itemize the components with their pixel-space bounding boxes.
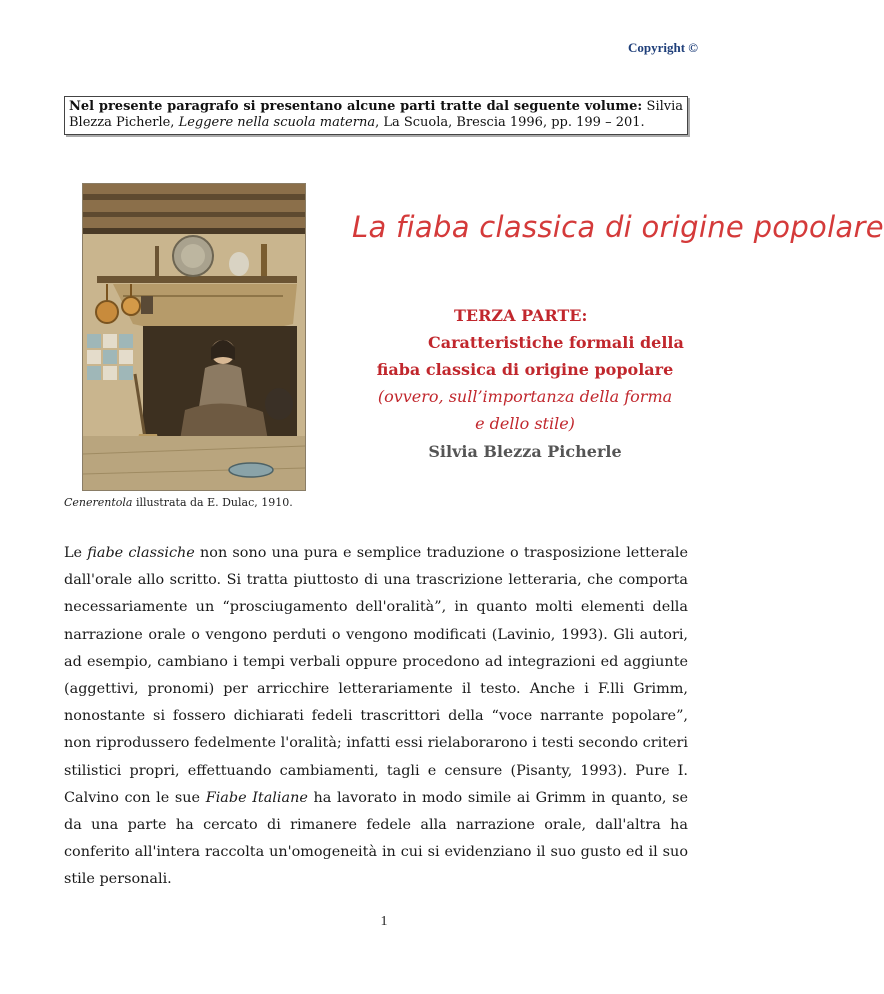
- script-title: La fiaba classica di origine popolare: [352, 210, 884, 244]
- source-note-book-title: Leggere nella scuola materna: [178, 115, 376, 130]
- subtitle-line-2: fiaba classica di origine popolare: [376, 360, 674, 379]
- body-p1-start: Le: [64, 545, 88, 561]
- source-note-box: [64, 96, 688, 135]
- body-p1-mid: non sono una pura e semplice traduzione o trasposizione letterale dall'orale allo scritto. Si tratta piuttosto di una trascrizione letteraria, che comporta necessariamente un “prosciugamento dell'oralità”, in quanto molti elementi della narrazione orale o vengono perduti o vengono modificati (Lavinio, 1993). Gli autori, ad esempio, cambiano i tempi verbali oppure procedono ad integrazioni ed aggiunte (aggettivi, pronomi) per arricchire letterariamente il testo. Anche i F.lli Grimm, nonostante si fossero dichiarati fedeli trascrittori della “voce narrante popolare”, non riprodussero fedelmente l'oralità; infatti essi rielaborarono i testi secondo criteri stilistici propri, effettuando cambiamenti, tagli e censure (Pisanty, 1993). Pure I. Calvino con le sue: [64, 545, 688, 806]
- note-line-2: e dello stile): [475, 414, 575, 433]
- title-block: [362, 302, 688, 467]
- caption-title: Cenerentola: [64, 496, 133, 509]
- body-paragraph: [64, 540, 688, 894]
- source-note-rest: , La Scuola, Brescia 1996, pp. 199 – 201.: [375, 115, 645, 130]
- source-note-author: Silvia Blezza Picherle,: [69, 99, 684, 130]
- title-author: Silvia Blezza Picherle: [428, 442, 622, 461]
- source-note-lead: Nel presente paragrafo si presentano alcune parti tratte dal seguente volume:: [69, 99, 643, 114]
- copyright-label: Copyright ©: [627, 40, 698, 55]
- part-heading: TERZA PARTE:: [454, 306, 588, 325]
- illustration-caption: [64, 496, 293, 509]
- subtitle-line-1: Caratteristiche formali della: [428, 333, 684, 352]
- note-line-1: (ovvero, sull’importanza della forma: [377, 387, 673, 406]
- body-p1-end: ha lavorato in modo simile ai Grimm in quanto, se da una parte ha cercato di rimanere fedele alla narrazione orale, dall'altra ha conferito all'intera raccolta un'omogeneità in cui si evidenziano il suo gusto ed il suo stile personali.: [64, 789, 688, 888]
- caption-rest: illustrata da E. Dulac, 1910.: [132, 496, 293, 509]
- page-number: 1: [380, 914, 388, 929]
- body-p1-italic: fiabe classiche: [87, 545, 195, 561]
- cinderella-illustration: [82, 183, 306, 491]
- body-p1-italic-2: Fiabe Italiane: [205, 789, 308, 806]
